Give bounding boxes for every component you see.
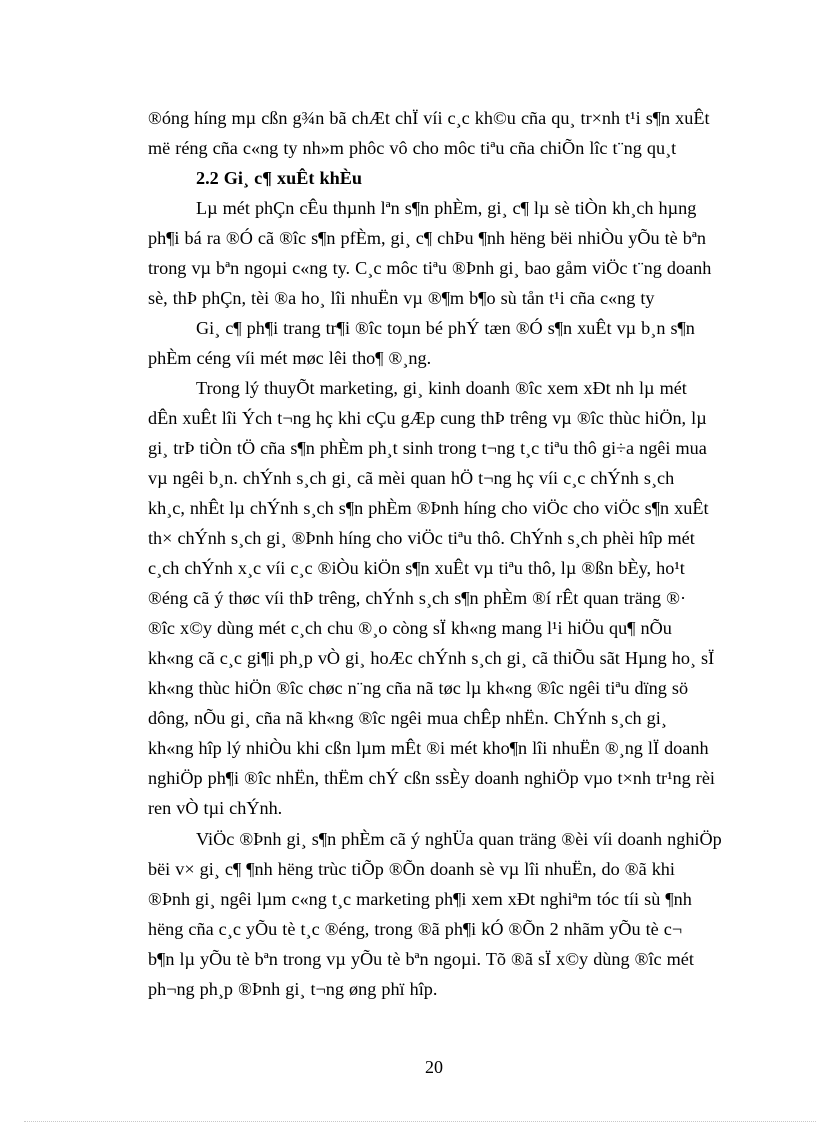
paragraph-first-line: Gi¸ c¶ ph¶i trang tr¶i ®îc toµn bé phÝ tæn ®Ó s¶n xuÊt vµ b¸n s¶n	[196, 318, 695, 338]
section-heading: 2.2 Gi¸ c¶ xuÊt khÈu	[196, 168, 362, 188]
body-text-line: vµ ngêi b¸n. chÝnh s¸ch gi¸ cã mèi quan hÖ t¬ng hç víi c¸c chÝnh s¸ch	[148, 468, 675, 488]
body-text-line: bëi v× gi¸ c¶ ¶nh hëng trùc tiÕp ®Õn doanh sè vµ lîi nhuËn, do ®ã khi	[148, 859, 675, 879]
body-text-line: kh«ng hîp lý nhiÒu khi cßn lµm mÊt ®i mét kho¶n lîi nhuËn ®¸ng lÏ doanh	[148, 738, 709, 758]
body-text-line: ren vÒ tµi chÝnh.	[148, 798, 283, 818]
body-text-line: ®Þnh gi¸ ngêi lµm c«ng t¸c marketing ph¶i xem xÐt nghiªm tóc tíi sù ¶nh	[148, 889, 692, 909]
body-text-line: dông, nÕu gi¸ cña nã kh«ng ®îc ngêi mua chÊp nhËn. ChÝnh s¸ch gi¸	[148, 708, 667, 728]
body-text-line: nghiÖp ph¶i ®îc nhËn, thËm chÝ cßn ssÈy doanh nghiÖp vµo t×nh tr¹ng rèi	[148, 768, 715, 788]
body-text-line: kh¸c, nhÊt lµ chÝnh s¸ch s¶n phÈm ®Þnh híng cho viÖc cho viÖc s¶n xuÊt	[148, 498, 709, 518]
body-text-line: sè, thÞ phÇn, tèi ®a ho¸ lîi nhuËn vµ ®¶m b¶o sù tån t¹i cña c«ng ty	[148, 288, 655, 308]
body-text-line: ph¬ng ph¸p ®Þnh gi¸ t¬ng øng phï hîp.	[148, 979, 438, 999]
paragraph-first-line: Lµ mét phÇn cÊu thµnh lªn s¶n phÈm, gi¸ c¶ lµ sè tiÒn kh¸ch hµng	[196, 198, 697, 218]
body-text-line: hëng cña c¸c yÕu tè t¸c ®éng, trong ®ã ph¶i kÓ ®Õn 2 nhãm yÕu tè c¬	[148, 919, 683, 939]
body-text-line: më réng cña c«ng ty nh»m phôc vô cho môc tiªu cña chiÕn lîc t¨ng qu¸t	[148, 138, 677, 158]
body-text-line: phÈm céng víi mét møc lêi tho¶ ®¸ng.	[148, 348, 432, 368]
body-text-line: dÊn xuÊt lîi Ých t¬ng hç khi cÇu gÆp cung thÞ trêng vµ ®îc thùc hiÖn, lµ	[148, 408, 707, 428]
body-text-line: ®îc x©y dùng mét c¸ch chu ®¸o còng sÏ kh«ng mang l¹i hiÖu qu¶ nÕu	[148, 618, 672, 638]
body-text-line: c¸ch chÝnh x¸c víi c¸c ®iÒu kiÖn s¶n xuÊt vµ tiªu thô, lµ ®ßn bÈy, ho¹t	[148, 558, 685, 578]
body-text-line: ®éng cã ý thøc víi thÞ trêng, chÝnh s¸ch s¶n phÈm ®í rÊt quan träng ®·	[148, 588, 687, 608]
body-text-line: kh«ng thùc hiÖn ®îc chøc n¨ng cña nã tøc lµ kh«ng ®îc ngêi tiªu dïng sö	[148, 678, 689, 698]
body-text-line: gi¸ trÞ tiÒn tÖ cña s¶n phÈm ph¸t sinh trong t¬ng t¸c tiªu thô gi÷a ngêi mua	[148, 438, 707, 458]
body-text-line: th× chÝnh s¸ch gi¸ ®Þnh híng cho viÖc tiªu thô. ChÝnh s¸ch phèi hîp mét	[148, 528, 695, 548]
paragraph-first-line: ViÖc ®Þnh gi¸ s¶n phÈm cã ý nghÜa quan träng ®èi víi doanh nghiÖp	[196, 829, 722, 849]
body-text-line: kh«ng cã c¸c gi¶i ph¸p vÒ gi¸ hoÆc chÝnh s¸ch gi¸ cã thiÕu sãt Hµng ho¸ sÏ	[148, 648, 715, 668]
body-text-line: trong vµ bªn ngoµi c«ng ty. C¸c môc tiªu ®Þnh gi¸ bao gåm viÖc t¨ng doanh	[148, 258, 712, 278]
page-number: 20	[425, 1057, 443, 1077]
body-text-line: ph¶i bá ra ®Ó cã ®îc s¶n pfÈm, gi¸ c¶ chÞu ¶nh hëng bëi nhiÒu yÕu tè bªn	[148, 228, 706, 248]
body-text-line: b¶n lµ yÕu tè bªn trong vµ yÕu tè bªn ngoµi. Tõ ®ã sÏ x©y dùng ®îc mét	[148, 949, 694, 969]
body-text-line: ®óng híng mµ cßn g¾n bã chÆt chÏ víi c¸c kh©u cña qu¸ tr×nh t¹i s¶n xuÊt	[148, 108, 710, 128]
paragraph-first-line: Trong lý thuyÕt marketing, gi¸ kinh doanh ®îc xem xÐt nh lµ mét	[196, 378, 687, 398]
page-bottom-divider	[24, 1121, 816, 1122]
